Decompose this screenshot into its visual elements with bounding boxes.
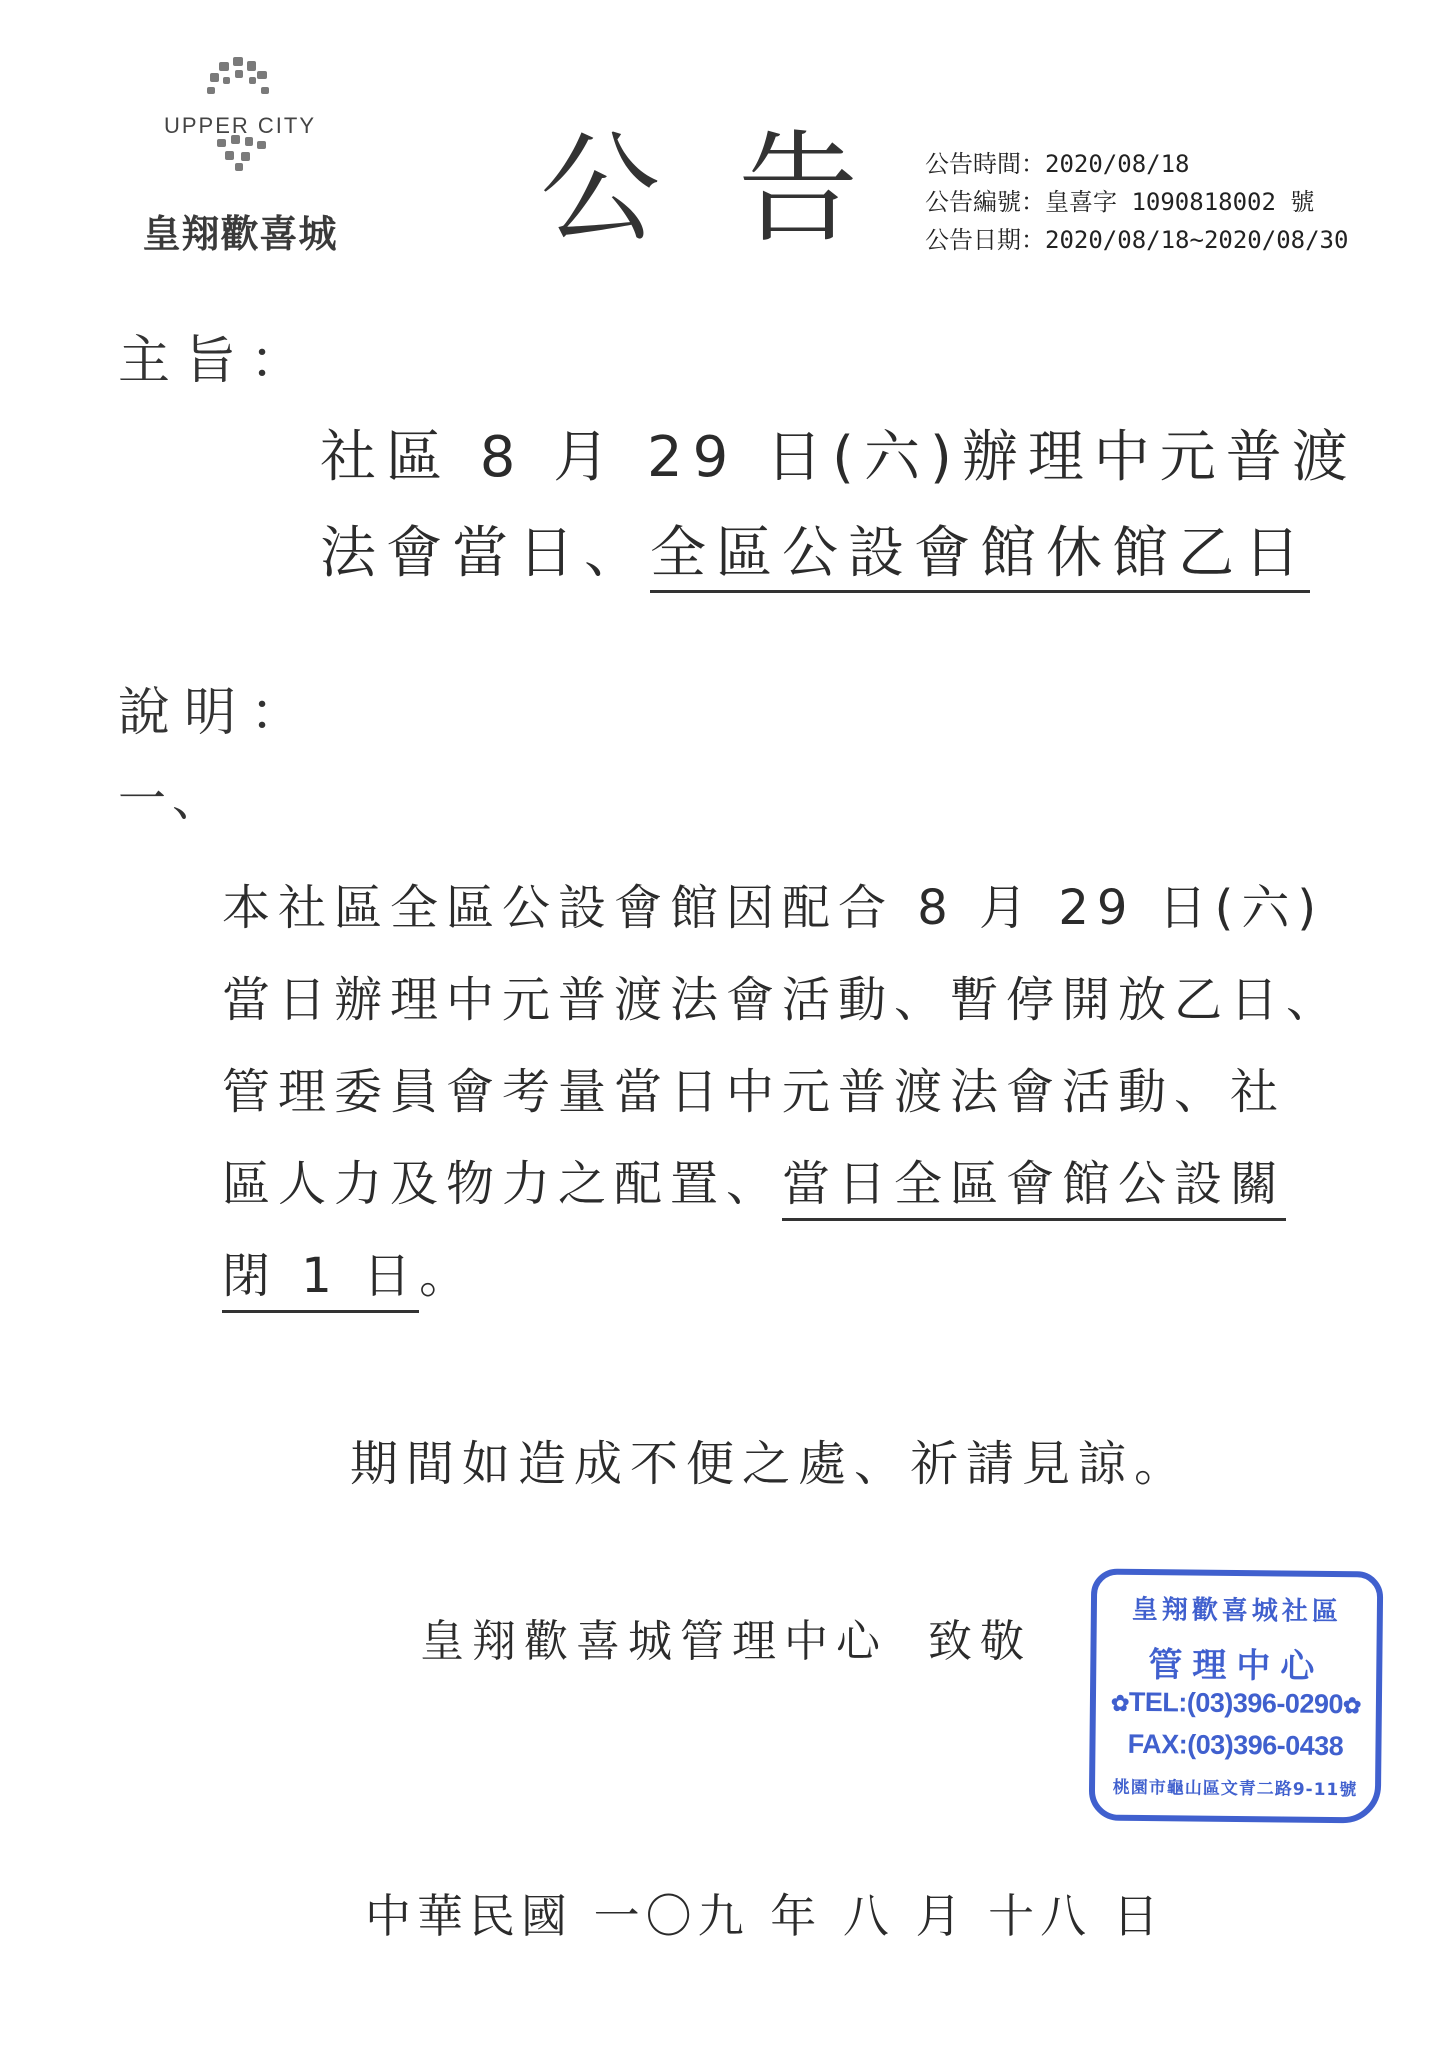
closing-remark: 期間如造成不便之處、祈請見諒。: [350, 1436, 1191, 1492]
explanation-label: 說明：: [118, 683, 317, 743]
logo-english-name: UPPER CITY: [163, 113, 317, 138]
announcement-meta: [925, 145, 1348, 259]
stamp-fax: FAX:(03)396-0438: [1127, 1728, 1344, 1762]
flower-icon: ✿: [1342, 1692, 1362, 1719]
signature-line: [420, 1605, 1032, 1669]
announcement-time-row: [925, 145, 1348, 183]
stamp-address: 桃園市龜山區文青二路9-11號: [1112, 1777, 1358, 1801]
official-stamp: [1089, 1568, 1384, 1823]
announcement-period-label: 公告日期：: [925, 226, 1045, 254]
announcement-number-label: 公告編號：: [925, 188, 1045, 216]
explanation-line-4-plain: 區人力及物力之配置、: [222, 1156, 783, 1212]
subject-text: [320, 410, 1360, 602]
item-number: 一、: [118, 771, 227, 827]
explanation-body: [222, 862, 1352, 1322]
subject-underlined-text: 全區公設會館休館乙日: [650, 521, 1310, 593]
subject-line-2-plain: 法會當日、: [320, 521, 650, 586]
logo-chinese-name: 皇翔歡喜城: [142, 212, 338, 256]
explanation-line-5: [222, 1230, 1352, 1322]
announcement-period-value: 2020/08/18~2020/08/30: [1045, 226, 1349, 254]
subject-label: 主旨：: [118, 331, 317, 391]
announcement-time-value: 2020/08/18: [1045, 150, 1190, 178]
explanation-line-4-underlined: 當日全區會館公設關: [782, 1156, 1286, 1221]
explanation-line-1: 本社區全區公設會館因配合 8 月 29 日(六): [222, 880, 1325, 936]
explanation-line-3: 管理委員會考量當日中元普渡法會活動、社: [222, 1064, 1287, 1120]
stamp-tel-row: [1096, 1687, 1376, 1721]
subject-line-2: [320, 506, 1360, 602]
explanation-line-5-underlined: 閉 1 日: [222, 1248, 419, 1313]
announcement-period-row: [925, 221, 1348, 259]
community-logo: [125, 55, 355, 265]
stamp-title: 皇翔歡喜城社區: [1131, 1594, 1343, 1628]
issuer-name: 皇翔歡喜城管理中心: [420, 1616, 888, 1667]
flower-icon: ✿: [1110, 1690, 1129, 1716]
subject-line-1: 社區 8 月 29 日(六)辦理中元普渡: [320, 425, 1358, 490]
explanation-line-2: 當日辦理中元普渡法會活動、暫停開放乙日、: [222, 972, 1343, 1028]
salutation: 致敬: [928, 1616, 1032, 1667]
announcement-time-label: 公告時間：: [925, 150, 1045, 178]
explanation-line-5-plain: 。: [419, 1248, 476, 1304]
explanation-line-4: [222, 1138, 1352, 1230]
document-title: 公告: [540, 120, 936, 259]
announcement-number-value: 皇喜字 1090818002 號: [1045, 188, 1315, 216]
issue-date: 中華民國 一〇九 年 八 月 十八 日: [365, 1889, 1165, 1943]
announcement-number-row: [925, 183, 1348, 221]
stamp-department: 管理中心: [1148, 1645, 1325, 1687]
stamp-tel: TEL:(03)396-0290: [1128, 1686, 1344, 1720]
